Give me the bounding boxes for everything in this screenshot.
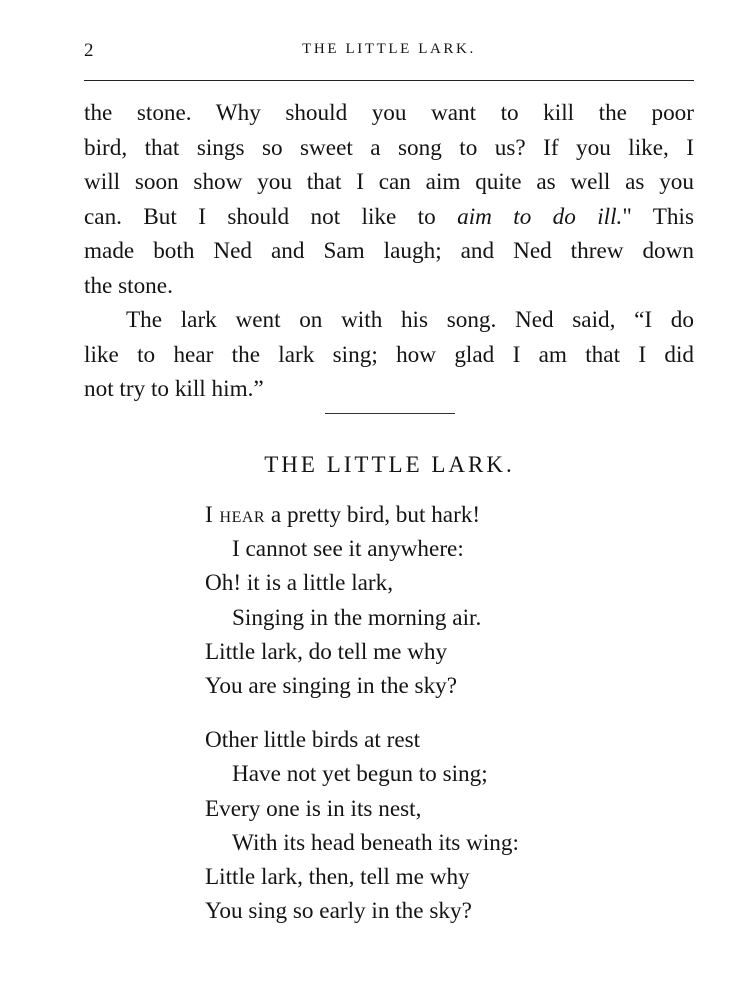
poem-line: Little lark, do tell me why	[205, 638, 448, 665]
prose-line: made both Ned and Sam laugh; and Ned threw down	[84, 238, 694, 264]
poem-line: I cannot see it anywhere:	[232, 536, 464, 563]
poem-line: Have not yet begun to sing;	[232, 761, 488, 788]
header-rule	[84, 80, 694, 81]
prose-line: bird, that sings so sweet a song to us? If you like, I	[84, 134, 694, 161]
stanza-break	[205, 703, 519, 723]
prose-line: will soon show you that I can aim quite as well as you	[84, 169, 694, 195]
running-title: THE LITTLE LARK.	[302, 41, 476, 57]
poem-line	[205, 498, 519, 532]
prose-line: The lark went on with his song. Ned said, “I do	[126, 307, 694, 333]
prose-text-run: can. But I should not like to	[84, 203, 458, 230]
poem-line: Singing in the morning air.	[232, 604, 482, 631]
poem-line-text: a pretty bird, but hark!	[265, 502, 481, 528]
poem-line: Oh! it is a little lark,	[205, 570, 394, 597]
poem-line: Other little birds at rest	[205, 727, 421, 754]
poem-line: Every one is in its nest,	[205, 795, 422, 822]
section-separator	[325, 413, 455, 414]
poem-line: Little lark, then, tell me why	[205, 864, 470, 891]
poem-line: With its head beneath its wing:	[232, 829, 519, 856]
prose-line: like to hear the lark sing; how glad I am that I did	[84, 341, 694, 368]
prose-line: the stone. Why should you want to kill the poor	[84, 100, 694, 126]
poem-title: THE LITTLE LARK.	[264, 452, 515, 477]
prose-line-with-italic	[84, 200, 694, 235]
prose-text-run: " This	[622, 203, 694, 230]
prose-text	[84, 96, 694, 407]
poem-line: You sing so early in the sky?	[205, 898, 472, 925]
prose-line: the stone.	[84, 272, 173, 299]
prose-line: not try to kill him.”	[84, 376, 264, 402]
poem-line: You are singing in the sky?	[205, 673, 458, 700]
italic-phrase: aim to do ill.	[457, 203, 623, 230]
poem-opening-words: I hear	[205, 502, 266, 528]
poem	[205, 498, 519, 928]
running-head	[84, 40, 694, 68]
page-number: 2	[84, 40, 94, 61]
